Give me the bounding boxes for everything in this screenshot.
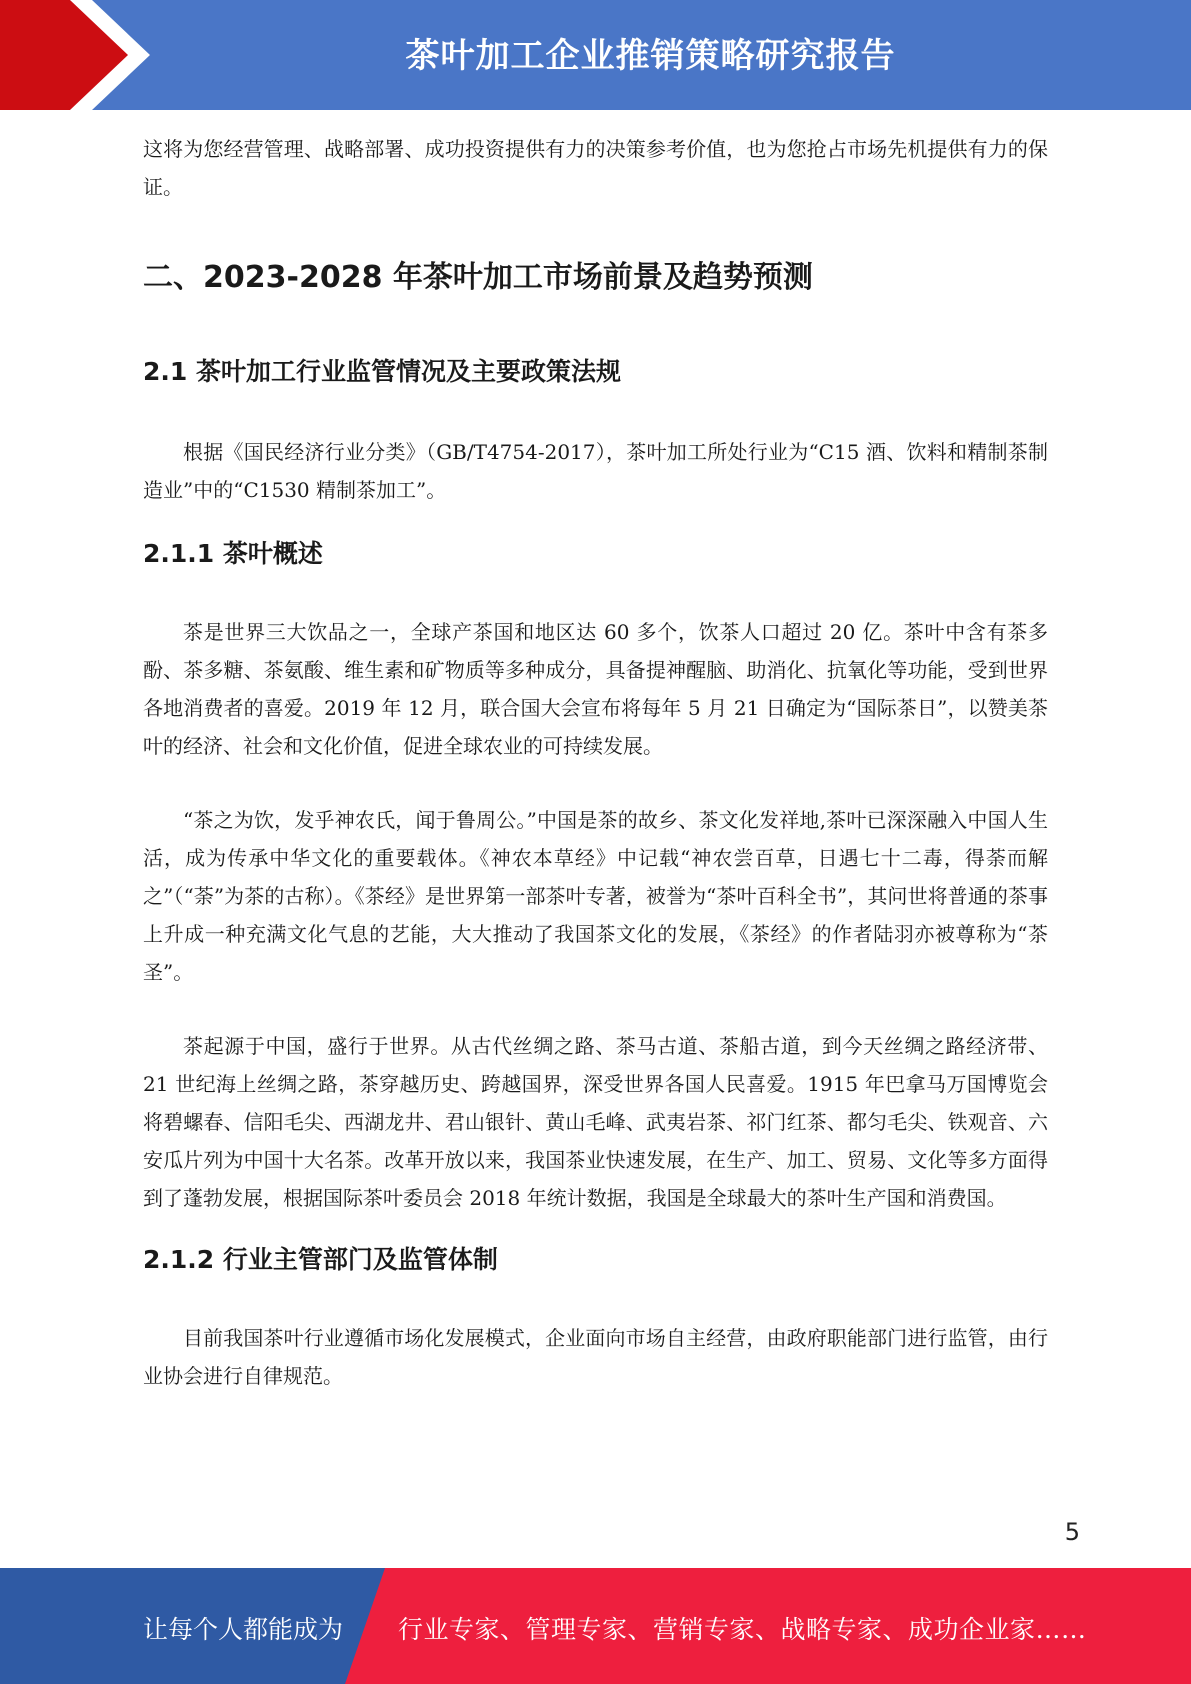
report-title: 茶叶加工企业推销策略研究报告 [405,36,896,76]
subsection-2-1-paragraph: 根据《国民经济行业分类》（GB/T4754-2017），茶叶加工所处行业为“C15 酒、饮料和精制茶制造业”中的“C1530 精制茶加工”。 [143,440,1048,502]
page-number: 5 [1064,1518,1080,1546]
page-footer [0,1568,1191,1684]
paragraph-tea-history: 茶起源于中国，盛行于世界。从古代丝绸之路、茶马古道、茶船古道，到今天丝绸之路经济带、21 世纪海上丝绸之路，茶穿越历史、跨越国界，深受世界各国人民喜爱。1915 年巴拿马万国博览会将碧螺春、信阳毛尖、西湖龙井、君山银针、黄山毛峰、武夷岩茶、祁门红茶、都匀毛尖、铁观音、六安瓜片列为中国十大名茶。改革开放以来，我国茶业快速发展，在生产、加工、贸易、文化等多方面得到了蓬勃发展，根据国际茶叶委员会 2018 年统计数据，我国是全球最大的茶叶生产国和消费国。 [143,1034,1048,1210]
subsection-2-1-title: 2.1 茶叶加工行业监管情况及主要政策法规 [143,357,621,386]
footer-slogan-left: 让每个人都能成为 [143,1615,344,1644]
section-title: 二、2023-2028 年茶叶加工市场前景及趋势预测 [143,260,813,295]
subsection-2-1-2-title: 2.1.2 行业主管部门及监管体制 [143,1245,498,1274]
footer-slogan-right: 行业专家、管理专家、营销专家、战略专家、成功企业家…… [398,1615,1087,1644]
intro-paragraph: 这将为您经营管理、战略部署、成功投资提供有力的决策参考价值，也为您抢占市场先机提供有力的保证。 [143,137,1048,199]
page-header [0,0,1191,110]
paragraph-tea-overview: 茶是世界三大饮品之一，全球产茶国和地区达 60 多个，饮茶人口超过 20 亿。茶叶中含有茶多酚、茶多糖、茶氨酸、维生素和矿物质等多种成分，具备提神醒脑、助消化、抗氧化等功能，受到世界各地消费者的喜爱。2019 年 12 月，联合国大会宣布将每年 5 月 21 日确定为“国际茶日”，以赞美茶叶的经济、社会和文化价值，促进全球农业的可持续发展。 [143,620,1048,758]
paragraph-tea-culture: “茶之为饮，发乎神农氏，闻于鲁周公。”中国是茶的故乡、茶文化发祥地,茶叶已深深融入中国人生活，成为传承中华文化的重要载体。《神农本草经》中记载“神农尝百草，日遇七十二毒，得荼而解之”（“荼”为茶的古称）。《茶经》是世界第一部茶叶专著，被誉为“茶叶百科全书”，其问世将普通的茶事上升成一种充满文化气息的艺能，大大推动了我国茶文化的发展，《茶经》的作者陆羽亦被尊称为“茶圣”。 [143,808,1048,984]
subsection-2-1-1-title: 2.1.1 茶叶概述 [143,539,323,568]
subsection-2-1-2-paragraph: 目前我国茶叶行业遵循市场化发展模式，企业面向市场自主经营，由政府职能部门进行监管，由行业协会进行自律规范。 [143,1326,1048,1388]
document-body [143,130,1048,1395]
